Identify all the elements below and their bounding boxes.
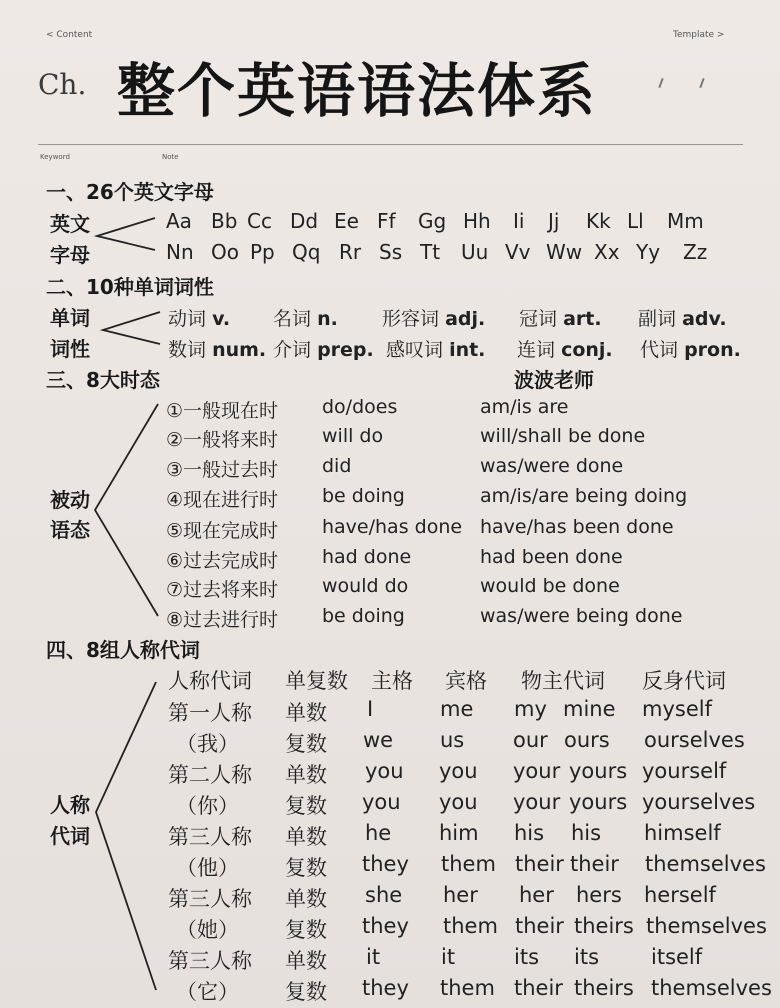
pronoun-subject: they (362, 852, 409, 876)
tense-name: ⑧过去进行时 (166, 609, 279, 631)
letter-x: Xx (594, 240, 620, 264)
pronoun-adjective: your (513, 790, 561, 814)
pronoun-reflexive: yourself (642, 759, 727, 783)
pronoun-adjective: their (515, 914, 564, 938)
pos-preposition-cn: 介词 (273, 339, 312, 361)
decor-mark-left (658, 78, 663, 88)
tense-active: will do (322, 425, 384, 447)
tense-passive: was/were being done (480, 605, 683, 627)
pronoun-adjective: their (514, 976, 563, 1000)
tense-passive: was/were done (480, 455, 624, 477)
pronoun-object: her (443, 883, 478, 907)
pronoun-person: 第三人称 (168, 887, 252, 911)
pos-article-cn: 冠词 (519, 308, 558, 330)
tense-active: had done (322, 546, 412, 568)
pronoun-number: 单数 (285, 701, 327, 725)
pos-pronoun (640, 335, 741, 362)
pronoun-possessive: yours (569, 759, 628, 783)
letter-q: Qq (292, 240, 321, 264)
letter-z: Zz (683, 240, 708, 264)
pos-conjunction (517, 335, 613, 362)
pronoun-adjective: your (513, 759, 561, 783)
section1-label-line2: 字母 (50, 243, 90, 267)
letter-y: Yy (636, 240, 661, 264)
chapter-label: Ch. (38, 68, 87, 101)
pos-adverb-cn: 副词 (638, 308, 677, 330)
keyword-label: Keyword (40, 153, 70, 161)
tense-passive: had been done (480, 546, 623, 568)
pronoun-subject: you (362, 790, 401, 814)
pos-numeral-en: num. (212, 339, 267, 361)
pronoun-possessive: their (570, 852, 619, 876)
pronoun-reflexive: yourselves (642, 790, 756, 814)
tense-name: ①一般现在时 (166, 400, 279, 422)
pronoun-subject: it (366, 945, 381, 969)
letter-k: Kk (586, 209, 611, 233)
section4-label-line2: 代词 (50, 824, 90, 848)
pronoun-person: 第二人称 (168, 763, 252, 787)
pronoun-person: （她） (176, 918, 239, 942)
pronoun-header-object: 宾格 (445, 669, 487, 693)
pos-interjection-cn: 感叹词 (386, 339, 444, 361)
tense-active: be doing (322, 605, 405, 627)
pronoun-number: 复数 (285, 794, 327, 818)
pronoun-subject: you (365, 759, 404, 783)
pos-adverb-en: adv. (682, 308, 727, 330)
tense-passive: would be done (480, 575, 620, 597)
pronoun-number: 复数 (285, 918, 327, 942)
tense-name: ③一般过去时 (166, 459, 279, 481)
pronoun-possessive: mine (563, 697, 616, 721)
pronoun-header-reflexive: 反身代词 (642, 669, 726, 693)
pronoun-person: （他） (176, 856, 239, 880)
letter-l: Ll (627, 209, 644, 233)
pos-pronoun-cn: 代词 (640, 339, 679, 361)
letter-c: Cc (247, 209, 272, 233)
pronoun-object: them (441, 852, 496, 876)
pos-article-en: art. (563, 308, 602, 330)
pronoun-reflexive: ourselves (644, 728, 745, 752)
letter-d: Dd (290, 209, 319, 233)
pronoun-subject: she (365, 883, 403, 907)
tense-name: ⑦过去将来时 (166, 579, 279, 601)
pronoun-header-possessive: 物主代词 (521, 669, 605, 693)
pronoun-reflexive: itself (651, 945, 703, 969)
letter-f: Ff (377, 209, 396, 233)
pronoun-object: us (440, 728, 465, 752)
back-link[interactable]: < Content (46, 30, 93, 40)
pronoun-reflexive: myself (642, 697, 712, 721)
pronoun-adjective: his (514, 821, 545, 845)
letter-b: Bb (211, 209, 238, 233)
pronoun-reflexive: themselves (645, 852, 766, 876)
pos-verb-en: v. (212, 308, 231, 330)
tense-active: would do (322, 575, 409, 597)
letter-o: Oo (211, 240, 239, 264)
pronoun-person: 第三人称 (168, 949, 252, 973)
pronoun-reflexive: themselves (651, 976, 772, 1000)
pronoun-object: you (439, 790, 478, 814)
page-title: 整个英语语法体系 (117, 57, 598, 125)
pronoun-subject: I (367, 697, 374, 721)
section4-heading: 四、8组人称代词 (46, 638, 200, 662)
letter-e: Ee (334, 209, 359, 233)
pos-verb-cn: 动词 (168, 308, 207, 330)
pronoun-person: 第一人称 (168, 701, 252, 725)
pos-conjunction-cn: 连词 (517, 339, 556, 361)
pos-numeral (168, 335, 266, 362)
letter-h: Hh (463, 209, 491, 233)
pos-adverb (638, 304, 727, 331)
section2-label-line1: 单词 (50, 306, 90, 330)
pronoun-subject: they (362, 976, 409, 1000)
pronoun-subject: they (362, 914, 409, 938)
pronoun-object: them (440, 976, 495, 1000)
letter-p: Pp (250, 240, 275, 264)
author-name: 波波老师 (514, 368, 594, 392)
pronoun-number: 单数 (285, 763, 327, 787)
letter-a: Aa (166, 209, 192, 233)
pronoun-person: 第三人称 (168, 825, 252, 849)
pronoun-possessive: yours (569, 790, 628, 814)
pos-conjunction-en: conj. (561, 339, 613, 361)
tense-active: do/does (322, 396, 398, 418)
pronoun-subject: we (363, 728, 394, 752)
letters-row-2 (0, 240, 780, 266)
pronoun-possessive: theirs (574, 976, 634, 1000)
tense-passive: have/has been done (480, 516, 674, 538)
pronoun-number: 复数 (285, 856, 327, 880)
letter-r: Rr (339, 240, 362, 264)
pronoun-person: （你） (176, 794, 239, 818)
pos-adjective (382, 304, 485, 331)
pronoun-possessive: its (574, 945, 600, 969)
pronoun-subject: he (365, 821, 392, 845)
pos-interjection-en: int. (449, 339, 486, 361)
letter-u: Uu (461, 240, 489, 264)
letter-t: Tt (420, 240, 441, 264)
pos-preposition (273, 335, 374, 362)
section2-heading: 二、10种单词词性 (46, 275, 214, 299)
template-link[interactable]: Template > (673, 30, 725, 40)
tense-active: be doing (322, 485, 405, 507)
pronoun-reflexive: herself (644, 883, 716, 907)
letter-j: Jj (548, 209, 560, 233)
pos-adjective-en: adj. (445, 308, 486, 330)
letter-v: Vv (505, 240, 531, 264)
pos-article (519, 304, 602, 331)
tense-name: ⑤现在完成时 (166, 520, 279, 542)
pronoun-person: （它） (176, 980, 239, 1004)
pronoun-header-number: 单复数 (285, 669, 348, 693)
pronoun-number: 单数 (285, 825, 327, 849)
section3-heading: 三、8大时态 (46, 368, 160, 392)
pronoun-adjective: its (514, 945, 540, 969)
letter-m: Mm (667, 209, 704, 233)
tense-passive: will/shall be done (480, 425, 646, 447)
pronoun-object: him (439, 821, 479, 845)
pronoun-possessive: hers (576, 883, 622, 907)
pronoun-person: （我） (176, 732, 239, 756)
pos-noun-en: n. (317, 308, 338, 330)
section3-label-line2: 语态 (50, 518, 90, 542)
pronoun-object: you (439, 759, 478, 783)
tense-name: ⑥过去完成时 (166, 550, 279, 572)
tense-name: ②一般将来时 (166, 429, 279, 451)
section2-label-line2: 词性 (50, 337, 90, 361)
section1-heading: 一、26个英文字母 (46, 180, 214, 204)
section4-label-line1: 人称 (50, 793, 90, 817)
pos-interjection (386, 335, 485, 362)
tense-active: did (322, 455, 352, 477)
pos-noun (273, 304, 338, 331)
pos-verb (168, 304, 230, 331)
note-label: Note (162, 153, 179, 161)
pronoun-possessive: ours (564, 728, 610, 752)
pronoun-adjective: her (519, 883, 554, 907)
pronoun-adjective: our (513, 728, 548, 752)
pos-pronoun-en: pron. (684, 339, 741, 361)
pronoun-header-person: 人称代词 (168, 669, 252, 693)
pronoun-adjective: my (514, 697, 547, 721)
pronoun-adjective: their (515, 852, 564, 876)
pos-preposition-en: prep. (317, 339, 374, 361)
letter-i: Ii (513, 209, 525, 233)
pronoun-reflexive: himself (644, 821, 721, 845)
pronoun-number: 复数 (285, 732, 327, 756)
tense-active: have/has done (322, 516, 463, 538)
letter-n: Nn (166, 240, 194, 264)
tense-passive: am/is are (480, 396, 569, 418)
pronoun-number: 单数 (285, 949, 327, 973)
pronoun-object: them (443, 914, 498, 938)
letter-w: Ww (546, 240, 583, 264)
letter-s: Ss (379, 240, 403, 264)
pos-numeral-cn: 数词 (168, 339, 207, 361)
pronoun-possessive: theirs (574, 914, 634, 938)
pronoun-number: 复数 (285, 980, 327, 1004)
pos-adjective-cn: 形容词 (382, 308, 440, 330)
pronoun-object: me (440, 697, 474, 721)
section3-label-line1: 被动 (50, 488, 90, 512)
header-divider (38, 144, 743, 145)
pronoun-reflexive: themselves (646, 914, 767, 938)
letters-row-1 (0, 209, 780, 235)
tense-name: ④现在进行时 (166, 489, 279, 511)
pos-noun-cn: 名词 (273, 308, 312, 330)
decor-mark-right (699, 78, 704, 88)
pronoun-number: 单数 (285, 887, 327, 911)
letter-g: Gg (418, 209, 447, 233)
tense-passive: am/is/are being doing (480, 485, 688, 507)
pronoun-header-subject: 主格 (371, 669, 413, 693)
pronoun-possessive: his (571, 821, 602, 845)
pronoun-object: it (441, 945, 456, 969)
section1-label-line1: 英文 (50, 212, 90, 236)
